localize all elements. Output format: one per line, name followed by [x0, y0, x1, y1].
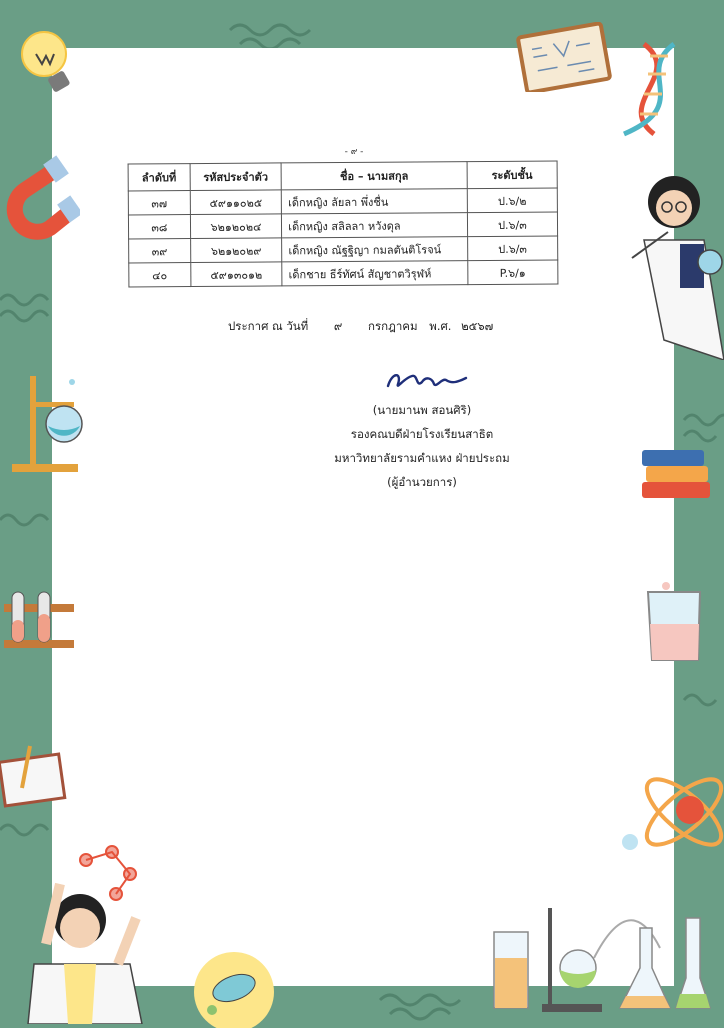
- cell-full-name: เด็กชาย ธีร์ทัศน์ สัญชาตวิรุฬห์: [282, 261, 468, 286]
- signatory-position-3: (ผู้อำนวยการ): [387, 475, 457, 489]
- cell-grade-level: ป.๖/๓: [467, 236, 557, 261]
- signatory-name: (นายมานพ สอนศิริ): [372, 403, 472, 417]
- cell-student-id: ๕๙๑๓๐๑๒: [191, 262, 283, 287]
- header-grade-level: ระดับชั้น: [467, 161, 557, 189]
- handwritten-signature: [382, 366, 472, 396]
- cell-grade-level: ป.๖/๒: [467, 188, 557, 213]
- announcement-date-line: [228, 318, 558, 336]
- cell-full-name: เด็กหญิง สลิลลา หวังดุล: [282, 213, 468, 238]
- cell-student-id: ๕๙๑๑๐๒๕: [190, 190, 282, 215]
- cell-full-name: เด็กหญิง ณัฐฐิญา กมลตันติโรจน์: [282, 237, 468, 262]
- cell-order: ๓๘: [128, 215, 190, 239]
- cell-grade-level: P.๖/๑: [468, 260, 558, 285]
- announcement-prefix: ประกาศ ณ วันที่: [228, 319, 309, 333]
- page-number: - ๙ -: [344, 147, 364, 157]
- cell-grade-level: ป.๖/๓: [467, 212, 557, 237]
- cell-full-name: เด็กหญิง ลัยลา พึ่งชื่น: [282, 189, 468, 214]
- signatory-block: [302, 398, 542, 494]
- cell-order: ๔๐: [129, 263, 191, 287]
- table-row: [129, 260, 558, 287]
- cell-student-id: ๖๒๑๒๐๒๔: [190, 214, 282, 239]
- cell-order: ๓๗: [128, 191, 190, 215]
- signatory-position-2: มหาวิทยาลัยรามคำแหง ฝ่ายประถม: [334, 451, 510, 465]
- header-student-id: รหัสประจำตัว: [190, 163, 282, 191]
- announcement-day: ๙: [333, 319, 343, 333]
- announcement-era: พ.ศ.: [429, 319, 452, 333]
- table-row: [129, 236, 558, 263]
- cell-student-id: ๖๒๑๒๐๒๙: [190, 238, 282, 263]
- signatory-position-1: รองคณบดีฝ่ายโรงเรียนสาธิต: [350, 427, 494, 441]
- header-full-name: ชื่อ – นามสกุล: [281, 162, 467, 190]
- header-order: ลำดับที่: [128, 164, 190, 191]
- announcement-year: ๒๕๖๗: [461, 319, 494, 333]
- table-header-row: [128, 161, 557, 191]
- student-roster-table: [128, 161, 559, 288]
- announcement-month: กรกฎาคม: [368, 319, 418, 333]
- cell-order: ๓๙: [129, 239, 191, 263]
- table-row: [128, 212, 557, 239]
- document-content: [52, 48, 674, 986]
- table-row: [128, 188, 557, 215]
